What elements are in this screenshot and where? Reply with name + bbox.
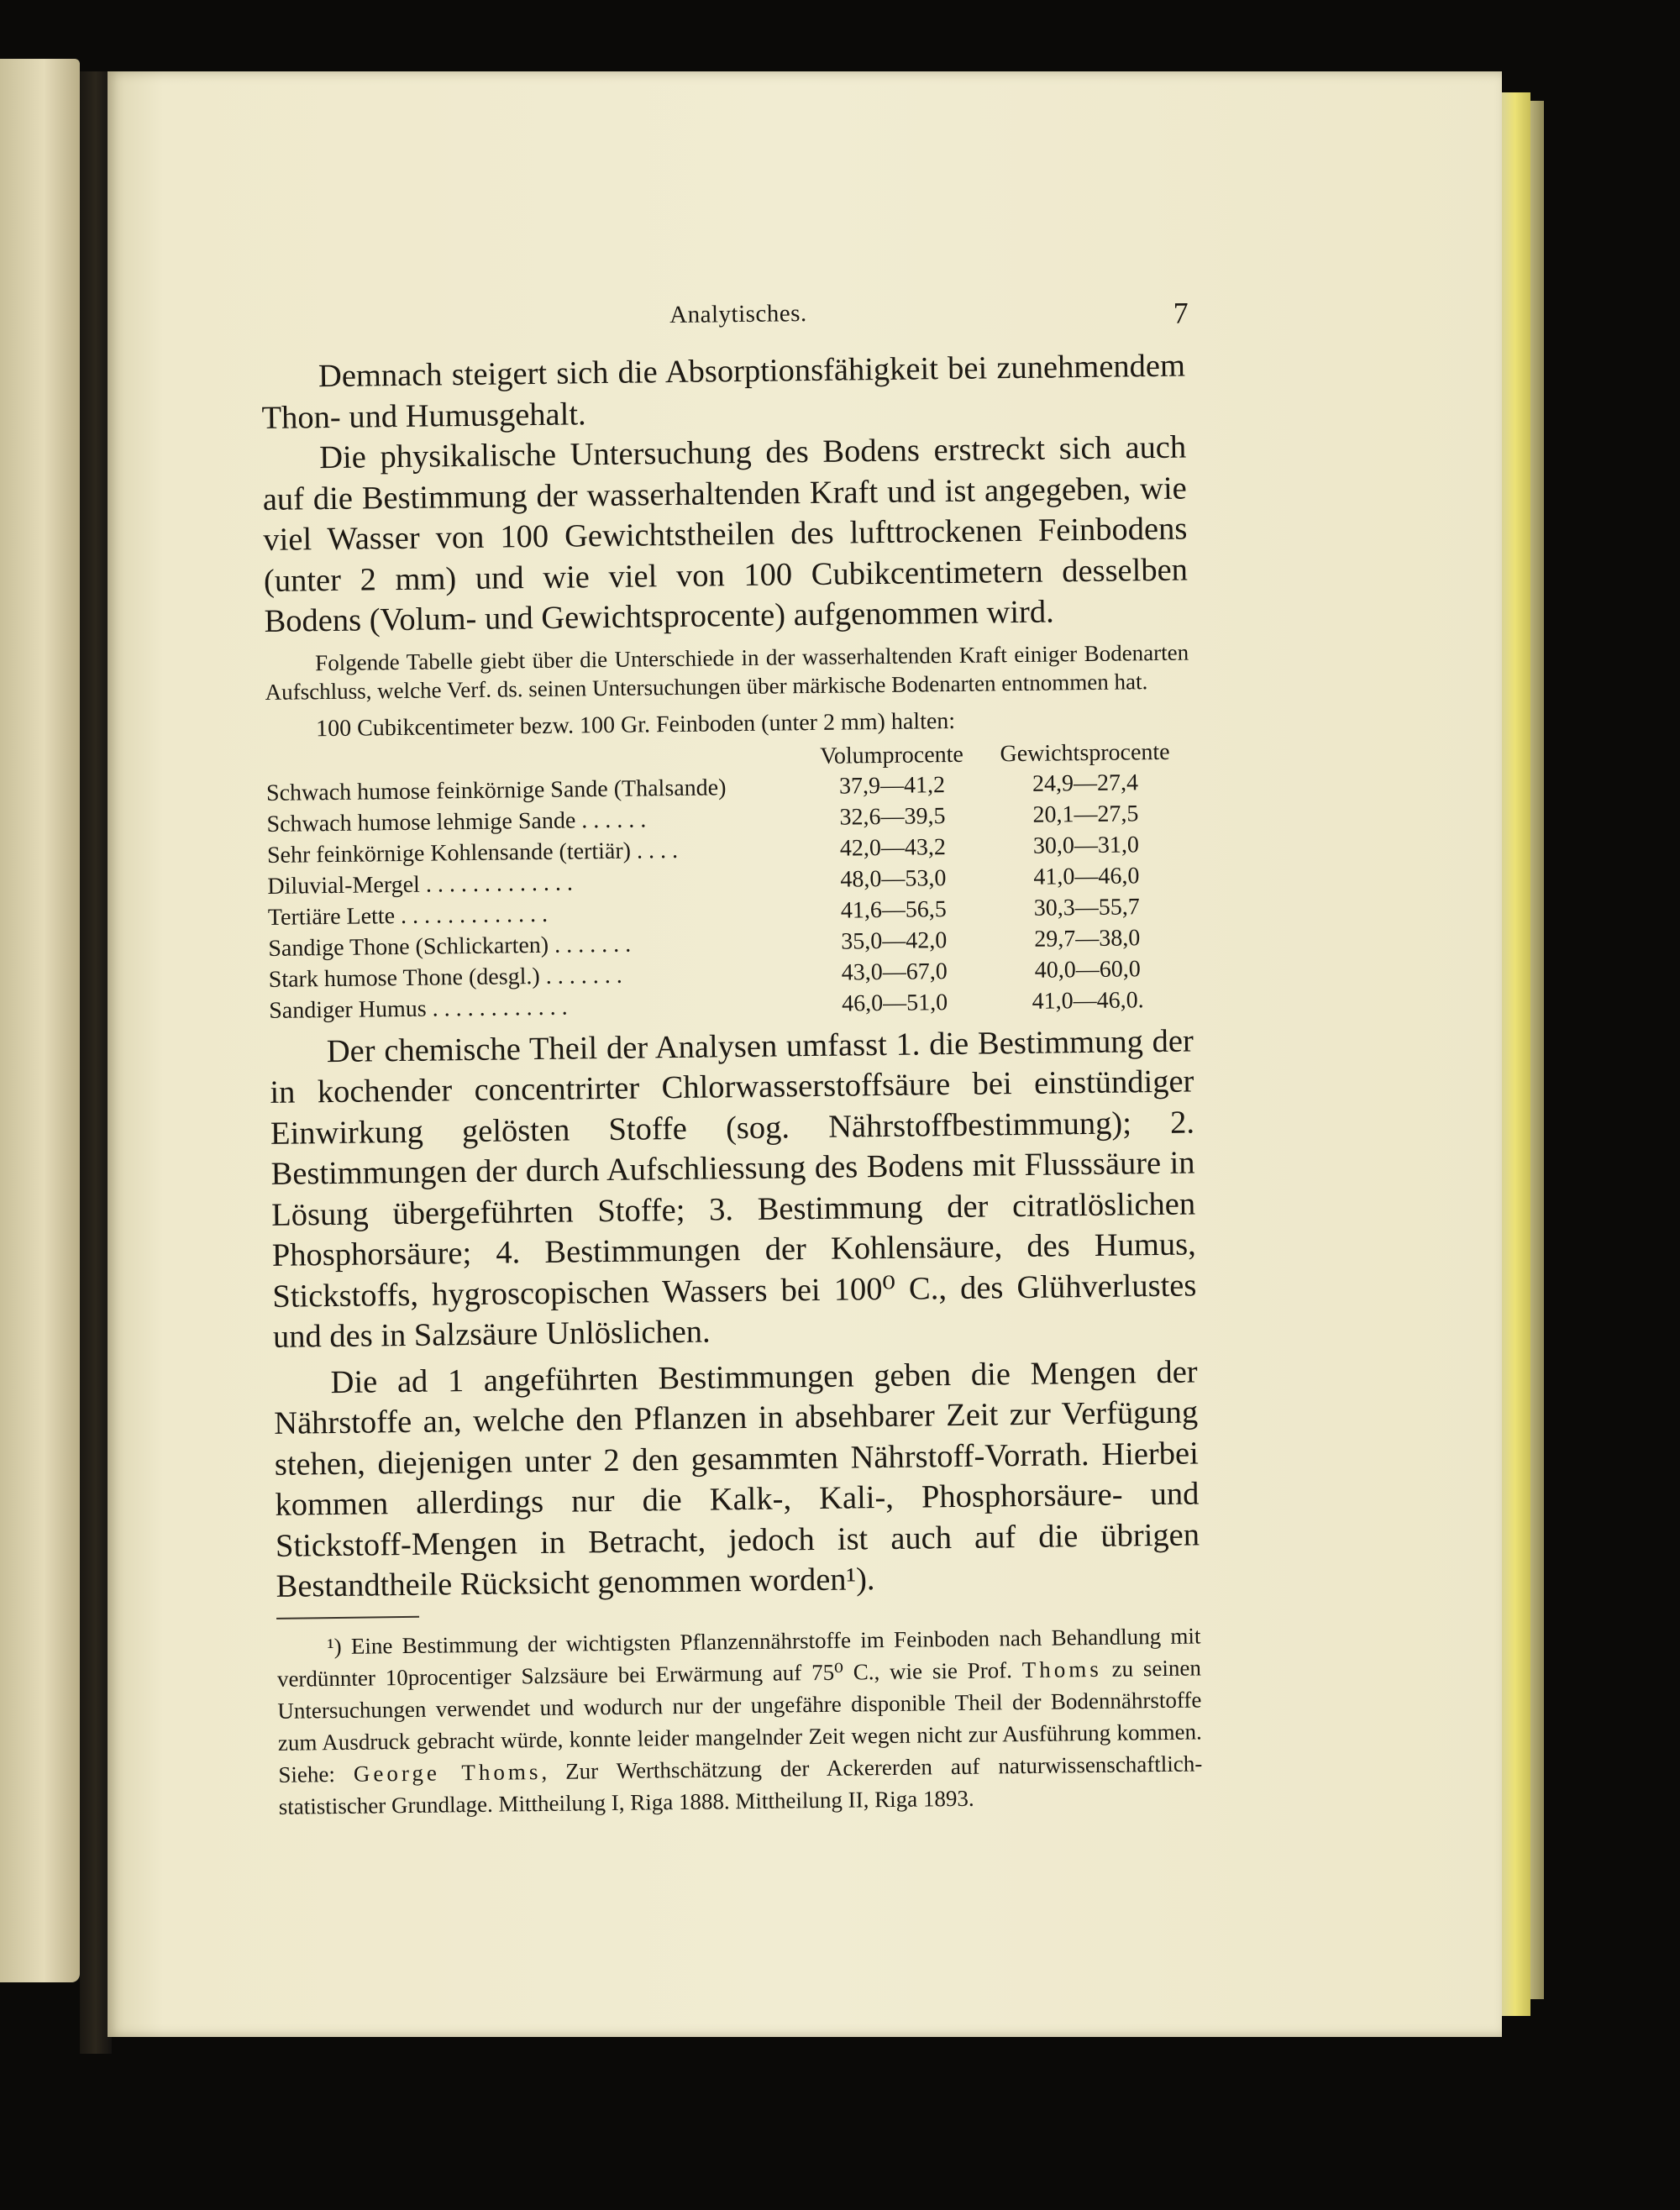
cell-weight: 30,0—31,0 — [1032, 832, 1140, 859]
cell-weight: 20,1—27,5 — [1032, 801, 1139, 828]
paragraph-chemical-analysis: Der chemische Theil der Analysen umfasst 1. die Bestimmung der in kochender concentrirter Chlorwasserstoffsäure bei einstündiger Einwirkung gelösten Stoffe (sog. Nährstoffbestimmung); 2. Bestimmungen der durch Aufschliessung des Bodens mit Flusssäure in Lösung übergeführten Stoffe; 3. Bestimmung der citratlöslichen Phosphorsäure; 4. Bestimmungen der Kohlensäure, des Humus, Stickstoffs, hygroscopischen Wassers bei 100⁰ C., des Glühverlustes und des in Salzsäure Unlöslichen. — [270, 1022, 1197, 1355]
cell-weight: 41,0—46,0. — [1032, 987, 1144, 1015]
cell-soil: Sandige Thone (Schlickarten) . . . . . . . — [268, 931, 632, 962]
table-caption: 100 Cubikcentimeter bezw. 100 Gr. Feinboden (unter 2 mm) halten: — [315, 707, 956, 742]
cell-soil: Schwach humose lehmige Sande . . . . . . — [266, 806, 647, 837]
cell-weight: 24,9—27,4 — [1032, 769, 1139, 797]
facing-page-edge — [0, 59, 80, 1982]
cell-weight: 40,0—60,0 — [1034, 956, 1141, 984]
paragraph-physical-analysis: Die physikalische Untersuchung des Bodens erstreckt sich auch auf die Bestimmung der wasserhaltenden Kraft und ist angegeben, wie viel Wasser von 100 Gewichtstheilen des lufttrockenen Feinbodens (unter 2 mm) und wie viel von 100 Cubikcentimetern desselben Bodens (Volum- und Gewichtsprocente) aufgenommen wird. — [262, 429, 1189, 639]
footnote-text-1: ¹) Eine Bestimmung der wichtigsten Pflanzennährstoffe im Feinboden nach Behandlung mit verdünnter 10procentiger Salzsäure bei Erwärmung auf 75⁰ C., wie sie Prof. — [276, 1622, 1201, 1692]
water-capacity-table — [265, 737, 1193, 1026]
cell-volume: 35,0—42,0 — [841, 927, 948, 955]
cell-weight: 30,3—55,7 — [1033, 894, 1140, 921]
cell-volume: 42,0—43,2 — [839, 834, 947, 862]
cell-volume: 46,0—51,0 — [842, 990, 948, 1017]
paragraph-absorption: Demnach steigert sich die Absorptionsfähigkeit bei zunehmendem Thon- und Humusgehalt. — [261, 348, 1186, 436]
cell-volume: 48,0—53,0 — [840, 865, 947, 893]
cell-volume: 43,0—67,0 — [841, 958, 948, 986]
cell-soil: Schwach humose feinkörnige Sande (Thalsande) — [265, 774, 727, 806]
page-number: 7 — [1173, 296, 1189, 330]
footnote-author-name: Thoms — [1021, 1656, 1102, 1682]
cell-volume: 41,6—56,5 — [840, 896, 948, 924]
cell-soil: Sehr feinkörnige Kohlensande (tertiär) . . . . — [266, 837, 679, 869]
cell-volume: 32,6—39,5 — [839, 803, 946, 831]
cell-weight: 29,7—38,0 — [1034, 925, 1141, 953]
footnote-cited-author: George Thoms — [353, 1758, 542, 1787]
cell-soil: Diluvial-Mergel . . . . . . . . . . . . . — [267, 869, 574, 900]
paragraph-table-intro: Folgende Tabelle giebt über die Unterschiede in der wasserhaltenden Kraft einiger Bodenarten Aufschluss, welche Verf. ds. seinen Untersuchungen über märkische Bodenarten entnommen hat. — [265, 639, 1189, 705]
cell-soil: Tertiäre Lette . . . . . . . . . . . . . — [267, 900, 549, 931]
footnote-separator — [276, 1615, 419, 1619]
footnote-text-3: , Zur Werthschätzung der Ackererden auf naturwissenschaftlich-statistischer Grundlage. Mittheilung I, Riga 1888. Mittheilung II, Riga 1893. — [278, 1750, 1203, 1819]
column-header-volume: Volumprocente — [820, 741, 964, 769]
column-header-weight: Gewichtsprocente — [1000, 738, 1170, 767]
footnote-text-2: zu seinen Untersuchungen verwendet und wodurch nur der ungefähre disponible Theil der Bodennährstoffe zum Ausdruck gebracht würde, konnte leider mangelnder Zeit wegen nicht zur Ausführung kommen. Siehe: — [277, 1654, 1202, 1787]
page-stack-edge — [1502, 92, 1530, 2016]
cell-weight: 41,0—46,0 — [1033, 863, 1140, 890]
cell-volume: 37,9—41,2 — [838, 772, 946, 800]
paragraph-nutrient-determination: Die ad 1 angeführten Bestimmungen geben die Mengen der Nährstoffe an, welche den Pflanzen in absehbarer Zeit zur Verfügung stehen, diejenigen unter 2 den gesammten Nährstoff-Vorrath. Hierbei kommen allerdings nur die Kalk-, Kali-, Phosphorsäure- und Stickstoff-Mengen in Betracht, jedoch ist auch auf die übrigen Bestandtheile Rücksicht genommen worden¹). — [273, 1353, 1200, 1604]
page-stack-shadow — [1530, 101, 1544, 1999]
running-head: Analytisches. — [669, 300, 807, 329]
cell-soil: Sandiger Humus . . . . . . . . . . . . — [269, 994, 568, 1024]
page-content — [260, 296, 1203, 1823]
cell-soil: Stark humose Thone (desgl.) . . . . . . . — [268, 962, 622, 993]
footnote — [276, 1619, 1203, 1822]
